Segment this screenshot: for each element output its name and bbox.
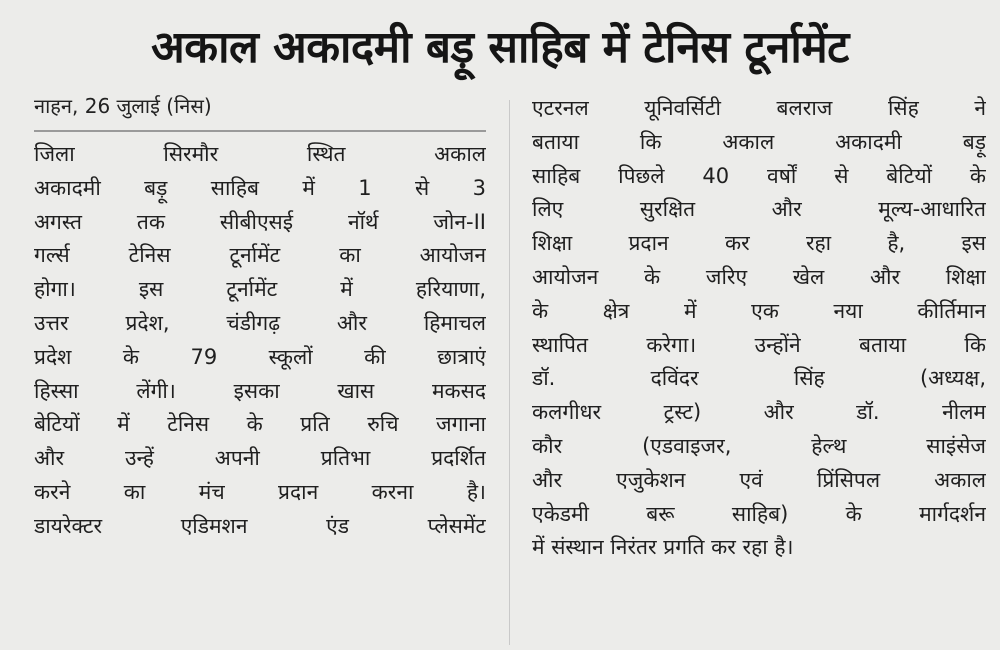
article-line: करने का मंच प्रदान करना है।	[34, 479, 486, 504]
article-line: आयोजन के जरिए खेल और शिक्षा	[532, 264, 986, 289]
right-column	[532, 92, 986, 565]
right-column-body	[532, 92, 986, 565]
article-line: प्रदेश के 79 स्कूलों की छात्राएं	[34, 344, 486, 369]
article-line: और उन्हें अपनी प्रतिभा प्रदर्शित	[34, 446, 486, 471]
article-line: डॉ. दविंदर सिंह (अध्यक्ष,	[532, 366, 986, 391]
article-line: डायरेक्टर एडिमशन एंड प्लेसमेंट	[34, 513, 486, 538]
column-divider	[509, 100, 510, 645]
dateline: नाहन, 26 जुलाई (निस)	[34, 94, 212, 118]
article-line: होगा। इस टूर्नामेंट में हरियाणा,	[34, 277, 486, 302]
article-line: बेटियों में टेनिस के प्रति रुचि जगाना	[34, 412, 486, 437]
article-line: में संस्थान निरंतर प्रगति कर रहा है।	[532, 535, 794, 560]
article-line: कौर (एडवाइजर, हेल्थ साइंसेज	[532, 433, 986, 458]
article-line: साहिब पिछले 40 वर्षों से बेटियों के	[532, 163, 986, 188]
article-line: उत्तर प्रदेश, चंडीगढ़ और हिमाचल	[34, 310, 486, 335]
article-line: कलगीधर ट्रस्ट) और डॉ. नीलम	[532, 400, 986, 425]
article-line: बताया कि अकाल अकादमी बड़ू	[532, 129, 986, 154]
article-line: लिए सुरक्षित और मूल्य-आधारित	[532, 197, 986, 222]
article-line: गर्ल्स टेनिस टूर्नामेंट का आयोजन	[34, 243, 486, 268]
article-line: जिला सिरमौर स्थित अकाल	[34, 142, 486, 166]
dateline-rule	[34, 130, 486, 132]
article-line: शिक्षा प्रदान कर रहा है, इस	[532, 231, 986, 256]
article-line: और एजुकेशन एवं प्रिंसिपल अकाल	[532, 467, 986, 492]
article-line: अकादमी बड़ू साहिब में 1 से 3	[34, 175, 486, 200]
article-line: हिस्सा लेंगी। इसका खास मकसद	[34, 378, 486, 403]
left-column	[34, 92, 486, 544]
article-line: के क्षेत्र में एक नया कीर्तिमान	[532, 298, 986, 323]
article-line: स्थापित करेगा। उन्होंने बताया कि	[532, 332, 986, 357]
article-line: अगस्त तक सीबीएसई नॉर्थ जोन-II	[34, 209, 486, 234]
left-column-body	[34, 138, 486, 544]
article-line: एकेडमी बरू साहिब) के मार्गदर्शन	[532, 501, 986, 526]
headline: अकाल अकादमी बड़ू साहिब में टेनिस टूर्नामेंट	[151, 22, 849, 73]
article-line: एटरनल यूनिवर्सिटी बलराज सिंह ने	[532, 96, 986, 120]
